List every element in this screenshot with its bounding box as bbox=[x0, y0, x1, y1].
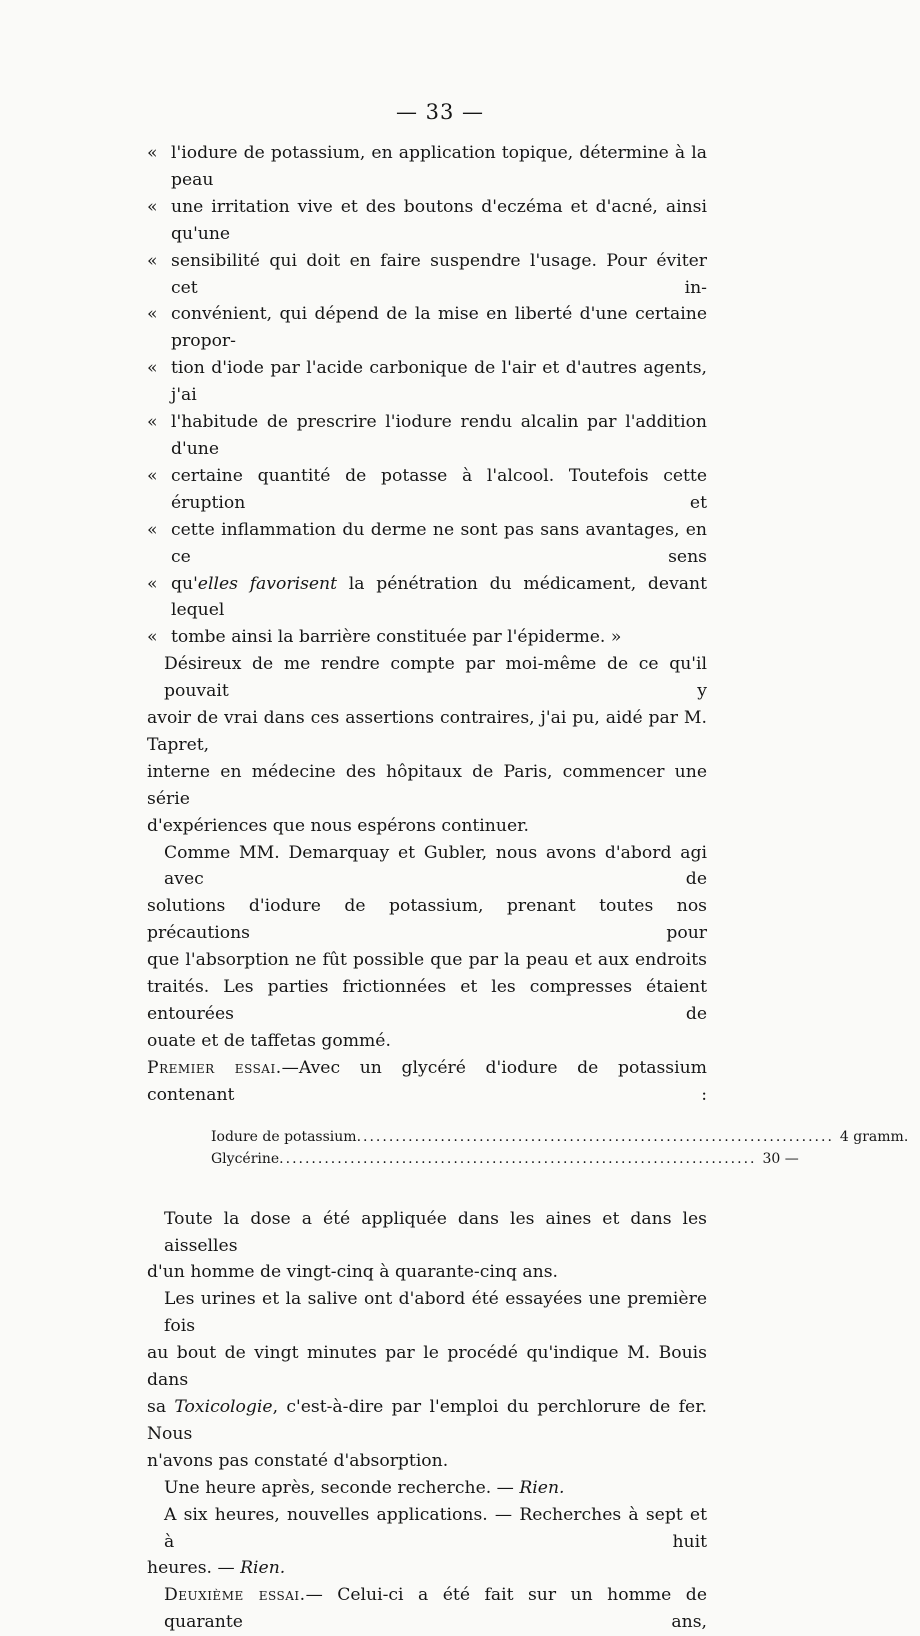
quote-text: sensibilité qui doit en faire suspendre l'usage. Pour éviter cet in- bbox=[171, 250, 707, 298]
ingredient-amount: 30 — bbox=[762, 1150, 799, 1167]
quote-text bbox=[171, 571, 707, 625]
formula-table bbox=[211, 1126, 909, 1170]
quote-mark: « bbox=[147, 627, 158, 648]
quote-line bbox=[147, 301, 707, 355]
text-line: Toute la dose a été appliquée dans les aines et dans les aisselles bbox=[164, 1208, 707, 1256]
premier-essai-heading bbox=[147, 1055, 707, 1109]
quote-mark: « bbox=[147, 412, 158, 433]
quote-line bbox=[147, 517, 707, 571]
italic-result: Rien. bbox=[240, 1558, 286, 1579]
text-line bbox=[147, 1394, 707, 1448]
formula-row bbox=[211, 1148, 799, 1170]
text-segment: heures. — bbox=[147, 1558, 241, 1579]
quote-line bbox=[147, 355, 707, 409]
spacer bbox=[147, 1170, 707, 1206]
ingredient-label: Iodure de potassium bbox=[211, 1128, 357, 1145]
text-line: d'expériences que nous espérons continuer. bbox=[147, 815, 529, 836]
quote-mark: « bbox=[147, 196, 158, 217]
quote-text: convénient, qui dépend de la mise en liberté d'une certaine propor- bbox=[171, 304, 707, 352]
text-line: traités. Les parties frictionnées et les compresses étaient entourées de bbox=[147, 977, 707, 1024]
text-line: solutions d'iodure de potassium, prenant toutes nos précautions pour bbox=[147, 896, 707, 944]
ingredient-label: Glycérine bbox=[211, 1150, 280, 1167]
paragraph-comme bbox=[147, 840, 707, 1055]
text-line: Les urines et la salive ont d'abord été essayées une première fois bbox=[164, 1289, 707, 1337]
text-line: d'un homme de vingt-cinq à quarante-cinq ans. bbox=[147, 1262, 558, 1283]
quote-line bbox=[147, 463, 707, 517]
quote-text-start: qu' bbox=[171, 573, 198, 594]
italic-title: Toxicologie bbox=[174, 1396, 273, 1417]
quote-line bbox=[147, 624, 707, 651]
page-number: — 33 — bbox=[395, 100, 485, 124]
text-segment: Une heure après, seconde recherche. — bbox=[164, 1477, 520, 1498]
quote-mark: « bbox=[147, 304, 158, 325]
quote-text: tombe ainsi la barrière constituée par l'épiderme. » bbox=[171, 627, 622, 648]
quote-mark: « bbox=[147, 250, 158, 271]
leader-dots: .......................................................................... bbox=[356, 1128, 834, 1145]
italic-result: Rien. bbox=[519, 1477, 565, 1498]
leader-dots: .......................................................................... bbox=[279, 1150, 757, 1167]
quote-mark: « bbox=[147, 519, 158, 540]
essai-label: Premier essai. bbox=[147, 1057, 282, 1078]
quote-text: tion d'iode par l'acide carbonique de l'air et d'autres agents, j'ai bbox=[171, 358, 707, 406]
text-segment: sa bbox=[147, 1396, 175, 1417]
paragraph-heure bbox=[147, 1475, 707, 1502]
formula-row bbox=[211, 1126, 909, 1148]
essai-label: Deuxième essai. bbox=[164, 1585, 306, 1606]
text-line: ouate et de taffetas gommé. bbox=[147, 1030, 391, 1051]
text-line: au bout de vingt minutes par le procédé qu'indique M. Bouis dans bbox=[147, 1343, 707, 1391]
essai-text: — Celui-ci a été fait sur un homme de quarante ans, bbox=[164, 1585, 707, 1633]
text-line: A six heures, nouvelles applications. — Recherches à sept et à huit bbox=[164, 1504, 707, 1552]
paragraph-urines bbox=[147, 1286, 707, 1474]
text-line: Comme MM. Demarquay et Gubler, nous avons d'abord agi avec de bbox=[164, 842, 707, 890]
quote-line bbox=[147, 571, 707, 625]
quote-mark: « bbox=[147, 573, 158, 594]
ingredient-amount: 4 gramm. bbox=[839, 1128, 909, 1145]
paragraph-desireux bbox=[147, 651, 707, 839]
text-line: avoir de vrai dans ces assertions contraires, j'ai pu, aidé par M. Tapret, bbox=[147, 708, 707, 755]
essai-text: —Avec un glycéré d'iodure de potassium contenant : bbox=[147, 1057, 707, 1105]
quote-text: cette inflammation du derme ne sont pas sans avantages, en ce sens bbox=[171, 519, 707, 567]
quote-italic-phrase: elles favorisent bbox=[197, 573, 338, 594]
quote-line bbox=[147, 409, 707, 463]
quote-text: certaine quantité de potasse à l'alcool. Toutefois cette éruption et bbox=[171, 465, 707, 513]
quote-text: l'iodure de potassium, en application topique, détermine à la peau bbox=[171, 143, 707, 190]
paragraph-six-heures bbox=[147, 1502, 707, 1583]
text-line bbox=[147, 1555, 707, 1582]
body-text bbox=[147, 140, 909, 1636]
quote-text: une irritation vive et des boutons d'eczéma et d'acné, ainsi qu'une bbox=[171, 196, 707, 244]
text-segment: , c'est-à-dire par l'emploi du perchlorure de fer. Nous bbox=[147, 1396, 707, 1444]
text-line: interne en médecine des hôpitaux de Paris, commencer une série bbox=[147, 761, 707, 809]
quote-text: l'habitude de prescrire l'iodure rendu alcalin par l'addition d'une bbox=[171, 412, 707, 459]
quote-mark: « bbox=[147, 358, 158, 379]
quote-text-end: la pénétration du médicament, devant lequel bbox=[171, 573, 707, 621]
text-line: Désireux de me rendre compte par moi-même de ce qu'il pouvait y bbox=[164, 654, 707, 702]
text-line: n'avons pas constaté d'absorption. bbox=[147, 1450, 449, 1471]
quote-line bbox=[147, 140, 707, 194]
quote-line bbox=[147, 194, 707, 248]
quote-line bbox=[147, 248, 707, 302]
quote-mark: « bbox=[147, 465, 158, 486]
text-line: que l'absorption ne fût possible que par la peau et aux endroits bbox=[147, 950, 707, 971]
quote-mark: « bbox=[147, 143, 158, 163]
deuxieme-essai-heading bbox=[147, 1582, 707, 1636]
quotation-block bbox=[147, 140, 707, 651]
paragraph-toute bbox=[147, 1206, 707, 1287]
